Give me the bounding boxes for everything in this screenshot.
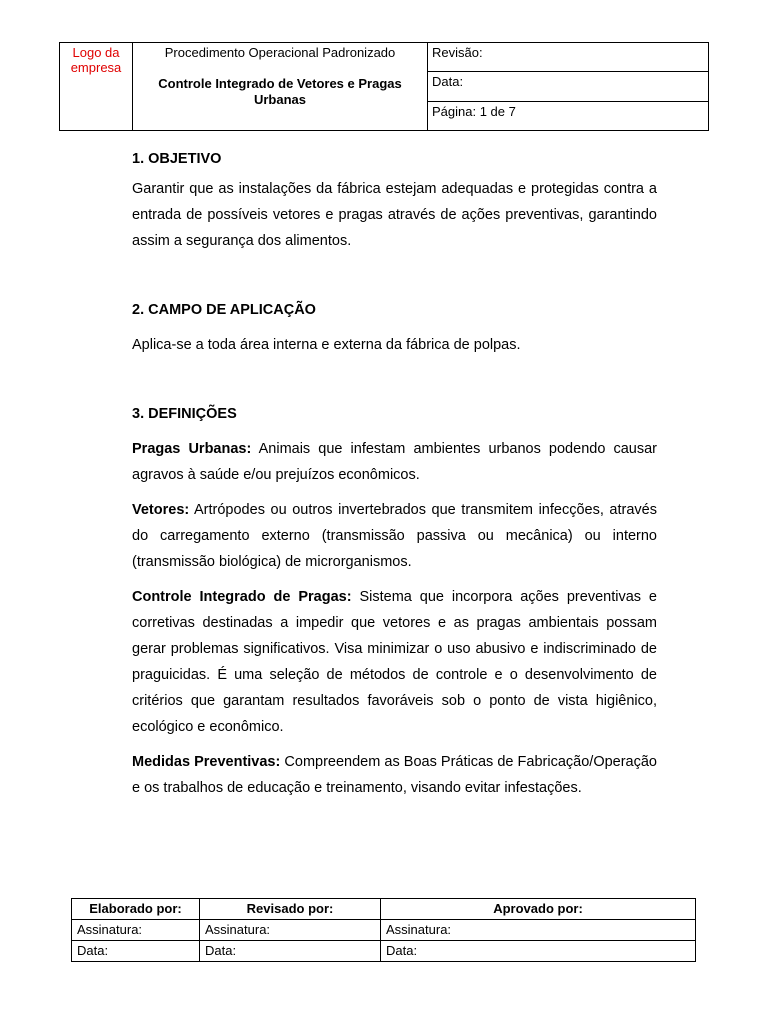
page-number-cell: Página: 1 de 7 — [428, 101, 709, 130]
revision-cell: Revisão: — [428, 43, 709, 72]
section-title-campo: 2. CAMPO DE APLICAÇÃO — [132, 302, 316, 318]
approved-by-header: Aprovado por: — [381, 899, 696, 920]
definition-text: Sistema que incorpora ações preventivas e corretivas destinadas a impedir que vetores e as pragas ambientais possam gerar problemas significativos. Visa minimizar o uso abusivo e indiscriminado de praguicidas. É uma seleção de métodos de controle e o desenvolvimento de critérios que garantam resultados favoráveis sob o ponto de vista higiênico, ecológico e econômico. — [132, 589, 657, 735]
company-logo-placeholder: Logo da empresa — [60, 43, 133, 131]
header-title-cell — [133, 43, 428, 131]
document-body — [132, 146, 657, 801]
definition-text: Artrópodes ou outros invertebrados que transmitem infecções, através do carregamento externo (transmissão passiva ou mecânica) ou interno (transmissão biológica) de microrganismos. — [132, 502, 657, 570]
approved-date-cell: Data: — [381, 941, 696, 962]
reviewed-signature-cell: Assinatura: — [200, 920, 381, 941]
definition-controle-integrado — [132, 584, 657, 740]
approved-signature-cell: Assinatura: — [381, 920, 696, 941]
document-header-table — [59, 42, 709, 131]
definition-text: Animais que infestam ambientes urbanos podendo causar agravos à saúde e/ou prejuízos econômicos. — [132, 441, 657, 483]
reviewed-date-cell: Data: — [200, 941, 381, 962]
section-text-campo: Aplica-se a toda área interna e externa da fábrica de polpas. — [132, 337, 521, 353]
approval-table — [71, 898, 696, 962]
reviewed-by-header: Revisado por: — [200, 899, 381, 920]
prepared-signature-cell: Assinatura: — [72, 920, 200, 941]
definition-vetores — [132, 497, 657, 575]
definition-text: Compreendem as Boas Práticas de Fabricação/Operação e os trabalhos de educação e treinamento, visando evitar infestações. — [132, 754, 657, 796]
section-title-objetivo: 1. OBJETIVO — [132, 151, 222, 167]
document-title: Controle Integrado de Vetores e Pragas Urbanas — [158, 76, 402, 107]
prepared-by-header: Elaborado por: — [72, 899, 200, 920]
definition-term: Medidas Preventivas: — [132, 754, 281, 770]
prepared-date-cell: Data: — [72, 941, 200, 962]
pop-label: Procedimento Operacional Padronizado — [164, 45, 396, 60]
definition-term: Controle Integrado de Pragas: — [132, 589, 352, 605]
definition-medidas-preventivas — [132, 749, 657, 801]
definition-term: Pragas Urbanas: — [132, 441, 252, 457]
section-title-definicoes: 3. DEFINIÇÕES — [132, 406, 237, 422]
definition-term: Vetores: — [132, 502, 190, 518]
section-text-objetivo: Garantir que as instalações da fábrica estejam adequadas e protegidas contra a entrada de possíveis vetores e pragas através de ações preventivas, garantindo assim a segurança dos alimentos. — [132, 181, 657, 249]
date-cell: Data: — [428, 72, 709, 101]
definition-pragas-urbanas — [132, 436, 657, 488]
